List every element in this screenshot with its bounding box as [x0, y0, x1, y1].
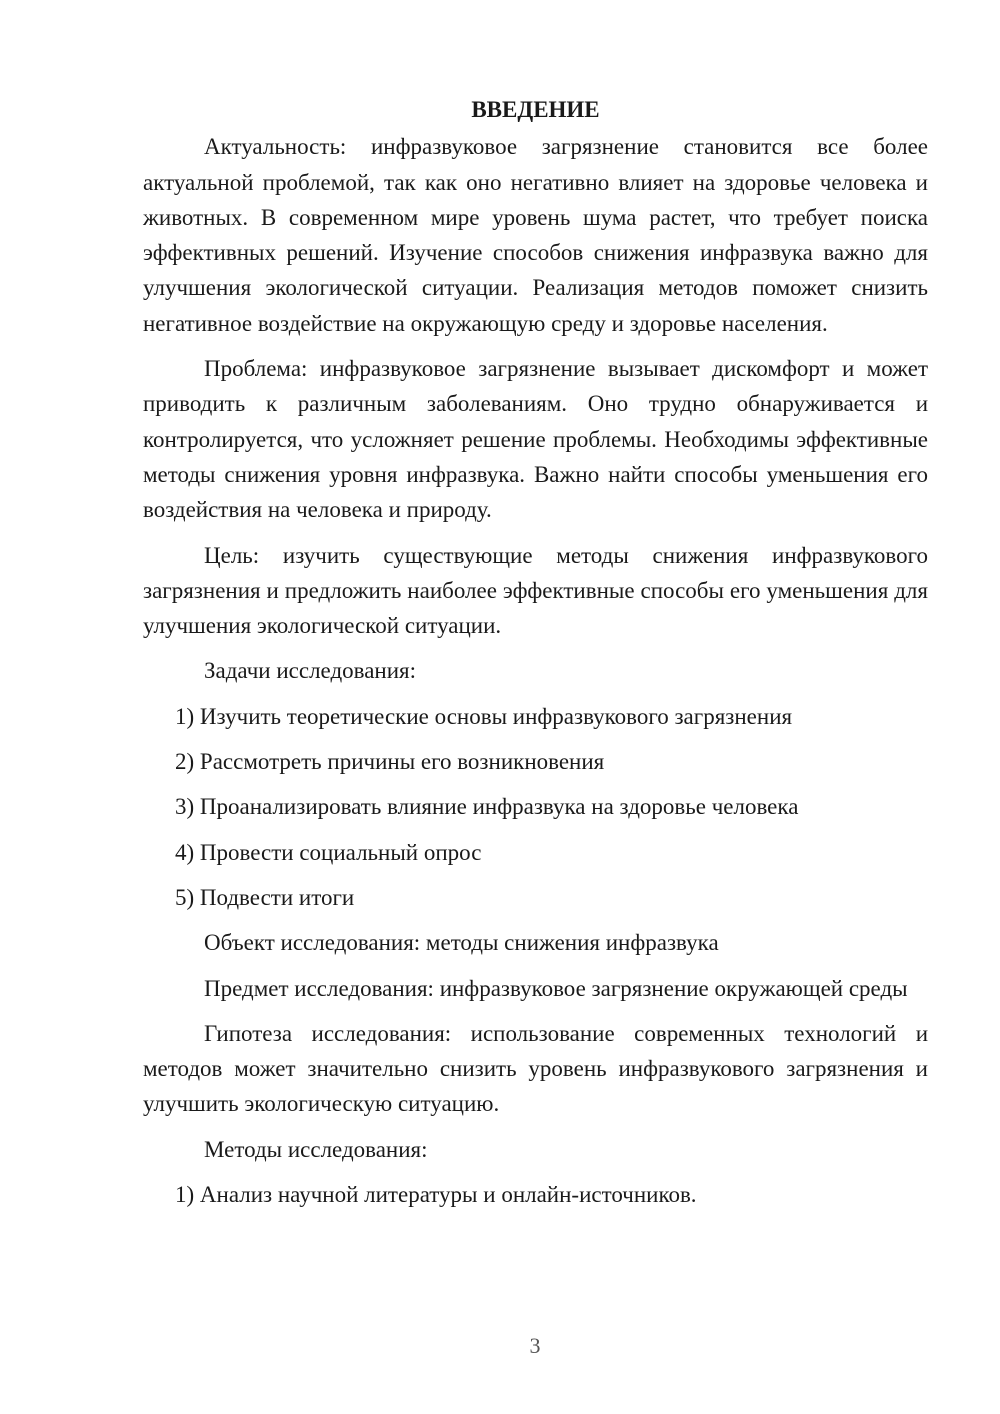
list-item: 1) Изучить теоретические основы инфразвукового загрязнения	[175, 703, 793, 729]
relevance-paragraph: Актуальность: инфразвуковое загрязнение становится все более актуальной проблемой, так как оно негативно влияет на здоровье человека и животных. В современном мире уровень шума растет, что требует поиска эффективных решений. Изучение способов снижения инфразвука важно для улучшения экологической ситуации. Реализация методов поможет снизить негативное воздействие на окружающую среду и здоровье населения.	[143, 134, 928, 336]
tasks-label: Задачи исследования:	[204, 658, 417, 684]
document-body	[143, 92, 928, 1222]
tasks-list	[143, 699, 928, 915]
methods-list	[143, 1177, 928, 1212]
subject-paragraph: Предмет исследования: инфразвуковое загрязнение окружающей среды	[204, 975, 908, 1001]
hypothesis-paragraph: Гипотеза исследования: использование современных технологий и методов может значительно снизить уровень инфразвукового загрязнения и улучшить экологическую ситуацию.	[143, 1020, 928, 1117]
list-item: 5) Подвести итоги	[175, 884, 355, 910]
list-item: 4) Провести социальный опрос	[175, 839, 482, 865]
methods-label: Методы исследования:	[204, 1136, 428, 1162]
page-title: ВВЕДЕНИЕ	[471, 97, 600, 122]
object-paragraph: Объект исследования: методы снижения инфразвука	[204, 930, 719, 956]
list-item: 1) Анализ научной литературы и онлайн-источников.	[175, 1182, 697, 1208]
page-number: 3	[529, 1333, 541, 1358]
list-item: 3) Проанализировать влияние инфразвука на здоровье человека	[175, 794, 799, 820]
goal-paragraph: Цель: изучить существующие методы снижения инфразвукового загрязнения и предложить наиболее эффективные способы его уменьшения для улучшения экологической ситуации.	[143, 542, 928, 639]
list-item: 2) Рассмотреть причины его возникновения	[175, 749, 605, 775]
problem-paragraph: Проблема: инфразвуковое загрязнение вызывает дискомфорт и может приводить к различным заболеваниям. Оно трудно обнаруживается и контролируется, что усложняет решение проблемы. Необходимы эффективные методы снижения уровня инфразвука. Важно найти способы уменьшения его воздействия на человека и природу.	[143, 356, 928, 523]
